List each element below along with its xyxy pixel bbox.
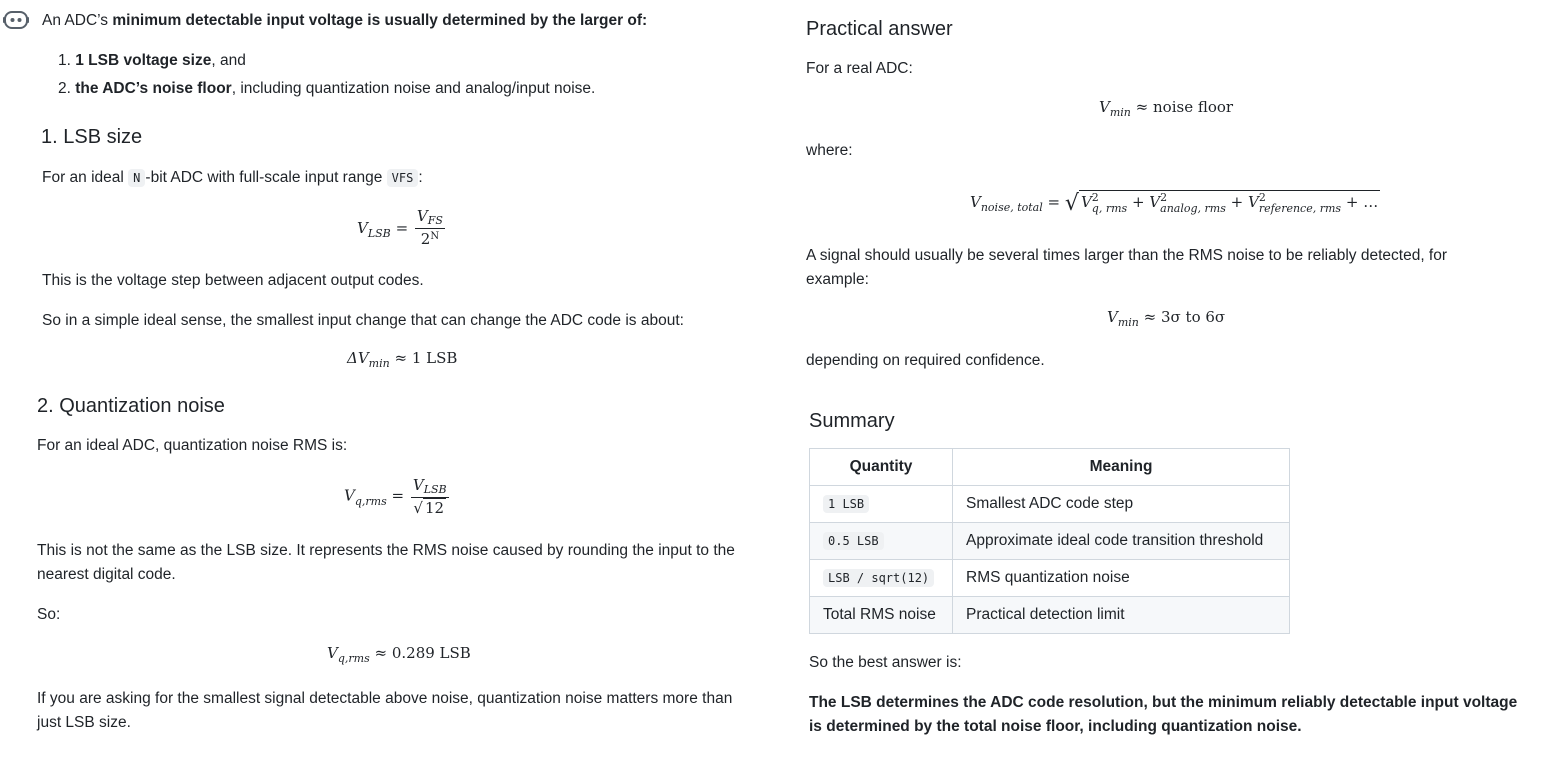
eq-rhs: ≈ 0.289 LSB — [374, 644, 471, 662]
equation-vqrms — [344, 476, 451, 517]
eq-rhs: ≈ 3σ to 6σ — [1143, 308, 1226, 326]
eq-subscript: FS — [427, 214, 443, 227]
list-item — [58, 49, 246, 73]
eq-rhs: ≈ 1 LSB — [394, 349, 458, 367]
table-row — [810, 597, 1290, 634]
table-row — [810, 486, 1290, 523]
assistant-avatar-icon — [3, 9, 29, 31]
lsb-intro-paragraph — [42, 166, 423, 190]
eq-subscript: analog, rms — [1160, 202, 1226, 215]
equation-vmin-sigma — [1107, 308, 1226, 329]
paragraph: where: — [806, 142, 853, 159]
eq-superscript: 2 — [1091, 191, 1099, 204]
equation-vlsb — [357, 207, 447, 251]
table-cell-quantity — [810, 560, 953, 597]
section-heading-summary: Summary — [809, 410, 895, 432]
summary-table — [809, 448, 1290, 634]
code-vfs: VFS — [387, 169, 419, 187]
intro-paragraph — [42, 9, 647, 33]
eq-operator: = — [1047, 193, 1061, 211]
text: For an ideal — [42, 169, 129, 186]
list-item-text: , and — [211, 52, 246, 69]
eq-symbol: V — [412, 476, 424, 494]
paragraph: For an ideal ADC, quantization noise RMS is: — [37, 437, 348, 454]
eq-rhs: ≈ noise floor — [1135, 98, 1234, 116]
eq-superscript: 2 — [1258, 191, 1266, 204]
eq-symbol: V — [1149, 193, 1161, 211]
eq-operator: + — [1345, 193, 1359, 211]
eq-operator: = — [391, 486, 405, 505]
list-number: 2. — [58, 80, 71, 97]
paragraph: depending on required confidence. — [806, 352, 1045, 369]
eq-superscript: 2 — [1160, 191, 1168, 204]
eq-symbol: V — [357, 219, 368, 237]
list-number: 1. — [58, 52, 71, 69]
eq-symbol: V — [416, 207, 428, 225]
paragraph: So in a simple ideal sense, the smallest input change that can change the ADC code is about: — [42, 312, 684, 329]
eq-symbol: V — [1080, 193, 1092, 211]
eq-subscript: LSB — [367, 227, 391, 240]
list-item-text: , including quantization noise and analog/input noise. — [231, 80, 596, 97]
table-cell-quantity: Total RMS noise — [810, 597, 953, 634]
eq-subscript: reference, rms — [1258, 202, 1342, 215]
section-heading-quantization: 2. Quantization noise — [37, 395, 225, 417]
list-item-bold: 1 LSB voltage size — [75, 52, 212, 69]
eq-symbol: V — [970, 193, 981, 211]
equation-vmin-noise — [1099, 98, 1234, 119]
eq-subscript: min — [368, 357, 390, 370]
paragraph: A signal should usually be several times larger than the RMS noise to be reliably detected, for example: — [806, 247, 1448, 288]
section-heading-practical: Practical answer — [806, 18, 953, 40]
sqrt-icon: √ — [1064, 191, 1079, 216]
eq-subscript: q,rms — [354, 494, 387, 508]
conclusion-paragraph: The LSB determines the ADC code resolution, but the minimum reliably detectable input voltage is determined by the total noise floor, including quantization noise. — [809, 694, 1518, 735]
eq-symbol: V — [1099, 98, 1110, 116]
paragraph: For a real ADC: — [806, 60, 913, 77]
paragraph: This is not the same as the LSB size. It represents the RMS noise caused by rounding the input to the nearest digital code. — [37, 542, 735, 583]
paragraph: This is the voltage step between adjacent output codes. — [42, 272, 424, 289]
text: -bit ADC with full-scale input range — [145, 169, 387, 186]
eq-subscript: LSB — [423, 483, 447, 496]
table-cell-meaning: RMS quantization noise — [953, 560, 1290, 597]
eq-operator: + — [1131, 193, 1145, 211]
section-heading-lsb: 1. LSB size — [41, 126, 143, 148]
code-n: N — [128, 169, 145, 187]
paragraph: So: — [37, 606, 61, 623]
sqrt-icon: √ — [413, 499, 423, 517]
equation-vnoise-total — [970, 188, 1380, 214]
eq-symbol: ΔV — [347, 349, 369, 367]
table-header-row — [810, 449, 1290, 486]
code-quantity: 1 LSB — [823, 495, 869, 513]
table-cell-meaning: Practical detection limit — [953, 597, 1290, 634]
eq-number: 2 — [420, 230, 431, 248]
table-header-quantity: Quantity — [810, 449, 953, 486]
table-cell-meaning: Smallest ADC code step — [953, 486, 1290, 523]
table-cell-quantity — [810, 523, 953, 560]
intro-bold-text: minimum detectable input voltage is usually determined by the larger of: — [112, 12, 648, 29]
eq-ellipsis: … — [1363, 193, 1379, 211]
eq-operator: + — [1230, 193, 1244, 211]
code-quantity: LSB / sqrt(12) — [823, 569, 934, 587]
fraction — [415, 207, 445, 251]
list-item — [58, 77, 595, 101]
table-row — [810, 523, 1290, 560]
eq-symbol: V — [1248, 193, 1259, 211]
fraction — [411, 476, 449, 517]
intro-text: An ADC’s — [42, 12, 113, 29]
equation-vqrms-approx — [327, 644, 471, 665]
paragraph: If you are asking for the smallest signal detectable above noise, quantization noise matters more than just LSB size. — [37, 690, 733, 731]
eq-symbol: V — [344, 486, 355, 505]
sqrt-content — [1079, 190, 1380, 215]
eq-symbol: V — [1107, 308, 1118, 326]
table-header-meaning: Meaning — [953, 449, 1290, 486]
eq-subscript: noise, total — [980, 201, 1043, 214]
eq-subscript: q,rms — [337, 652, 370, 665]
list-item-bold: the ADC’s noise floor — [75, 80, 232, 97]
eq-superscript: N — [430, 231, 440, 242]
table-cell-meaning: Approximate ideal code transition threshold — [953, 523, 1290, 560]
table-row — [810, 560, 1290, 597]
equation-delta-vmin — [347, 349, 458, 370]
eq-symbol: V — [327, 644, 338, 662]
table-cell-quantity — [810, 486, 953, 523]
text: : — [418, 169, 423, 186]
code-quantity: 0.5 LSB — [823, 532, 884, 550]
eq-subscript: min — [1109, 106, 1131, 119]
paragraph: So the best answer is: — [809, 654, 962, 671]
eq-number: 12 — [424, 499, 445, 517]
eq-subscript: min — [1117, 316, 1139, 329]
eq-operator: = — [395, 219, 409, 237]
eq-subscript: q, rms — [1091, 202, 1128, 215]
